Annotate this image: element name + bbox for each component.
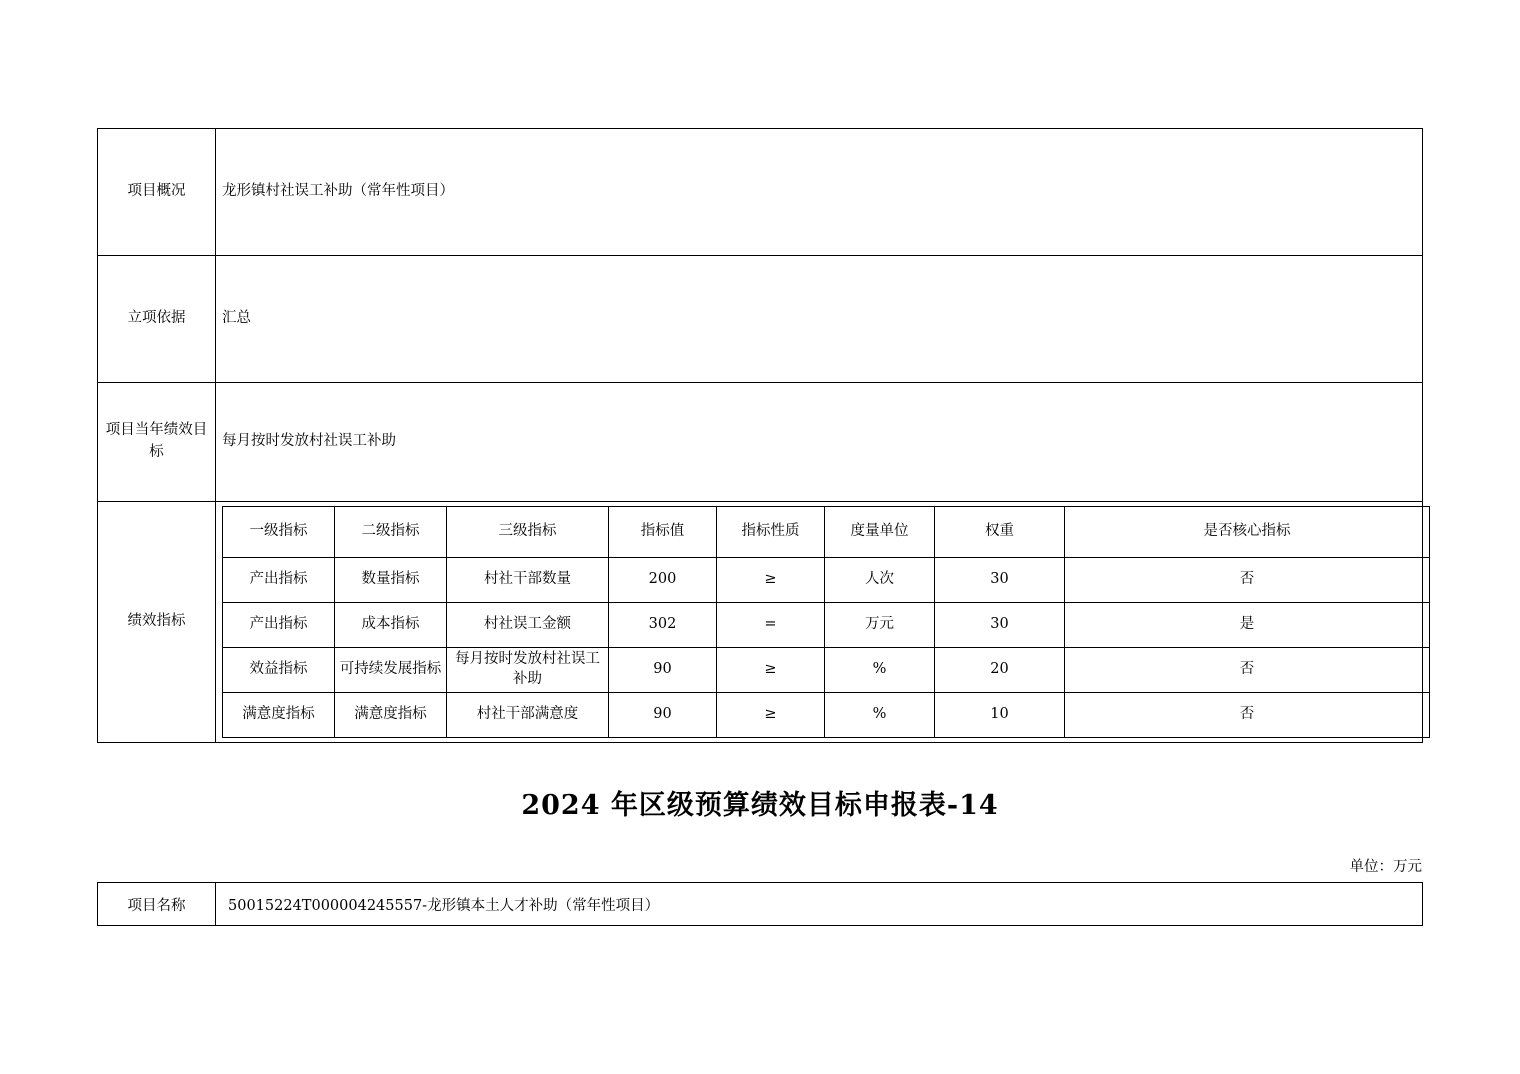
cell-unit: % [825, 693, 935, 738]
cell-core: 否 [1065, 648, 1430, 693]
cell-unit: 人次 [825, 558, 935, 603]
header-core: 是否核心指标 [1065, 507, 1430, 558]
project-basis-label: 立项依据 [98, 256, 216, 383]
indicator-header-row [223, 507, 1430, 558]
header-unit: 度量单位 [825, 507, 935, 558]
table-row [223, 603, 1430, 648]
annual-goal-value: 每月按时发放村社误工补助 [216, 383, 1423, 502]
cell-nature: ≥ [717, 648, 825, 693]
table-row [223, 693, 1430, 738]
cell-weight: 30 [935, 558, 1065, 603]
cell-unit: 万元 [825, 603, 935, 648]
annual-goal-label: 项目当年绩效目标 [98, 383, 216, 502]
cell-weight: 30 [935, 603, 1065, 648]
cell-nature: ≥ [717, 558, 825, 603]
cell-level2: 可持续发展指标 [335, 648, 447, 693]
cell-level1: 效益指标 [223, 648, 335, 693]
performance-indicator-label: 绩效指标 [98, 502, 216, 743]
cell-level2: 成本指标 [335, 603, 447, 648]
cell-weight: 20 [935, 648, 1065, 693]
project-name-label: 项目名称 [98, 883, 216, 926]
project-overview-table [97, 128, 1423, 743]
project-overview-value: 龙形镇村社误工补助（常年性项目） [216, 129, 1423, 256]
table-row [223, 648, 1430, 693]
cell-nature: = [717, 603, 825, 648]
cell-core: 是 [1065, 603, 1430, 648]
cell-level2: 满意度指标 [335, 693, 447, 738]
table-row [98, 883, 1423, 926]
header-weight: 权重 [935, 507, 1065, 558]
unit-note: 单位：万元 [1349, 859, 1422, 875]
cell-level3: 村社误工金额 [447, 603, 609, 648]
header-level1: 一级指标 [223, 507, 335, 558]
header-level3: 三级指标 [447, 507, 609, 558]
project-name-table [97, 882, 1423, 926]
cell-unit: % [825, 648, 935, 693]
cell-value: 302 [609, 603, 717, 648]
header-nature: 指标性质 [717, 507, 825, 558]
cell-nature: ≥ [717, 693, 825, 738]
project-basis-value: 汇总 [216, 256, 1423, 383]
indicator-table [222, 506, 1430, 738]
header-value: 指标值 [609, 507, 717, 558]
project-name-value: 50015224T000004245557-龙形镇本土人才补助（常年性项目） [216, 883, 1423, 926]
table-row [98, 502, 1423, 743]
cell-value: 90 [609, 648, 717, 693]
cell-core: 否 [1065, 558, 1430, 603]
cell-level3: 村社干部数量 [447, 558, 609, 603]
cell-level1: 满意度指标 [223, 693, 335, 738]
table-row [223, 558, 1430, 603]
cell-level3: 村社干部满意度 [447, 693, 609, 738]
header-level2: 二级指标 [335, 507, 447, 558]
cell-level1: 产出指标 [223, 558, 335, 603]
table-row [98, 129, 1423, 256]
cell-core: 否 [1065, 693, 1430, 738]
cell-value: 200 [609, 558, 717, 603]
cell-level1: 产出指标 [223, 603, 335, 648]
cell-weight: 10 [935, 693, 1065, 738]
cell-level2: 数量指标 [335, 558, 447, 603]
table-row [98, 383, 1423, 502]
table-row [98, 256, 1423, 383]
cell-level3: 每月按时发放村社误工补助 [447, 648, 609, 693]
page-title: 2024 年区级预算绩效目标申报表-14 [521, 790, 999, 821]
cell-value: 90 [609, 693, 717, 738]
project-overview-label: 项目概况 [98, 129, 216, 256]
performance-indicator-container [216, 502, 1423, 743]
